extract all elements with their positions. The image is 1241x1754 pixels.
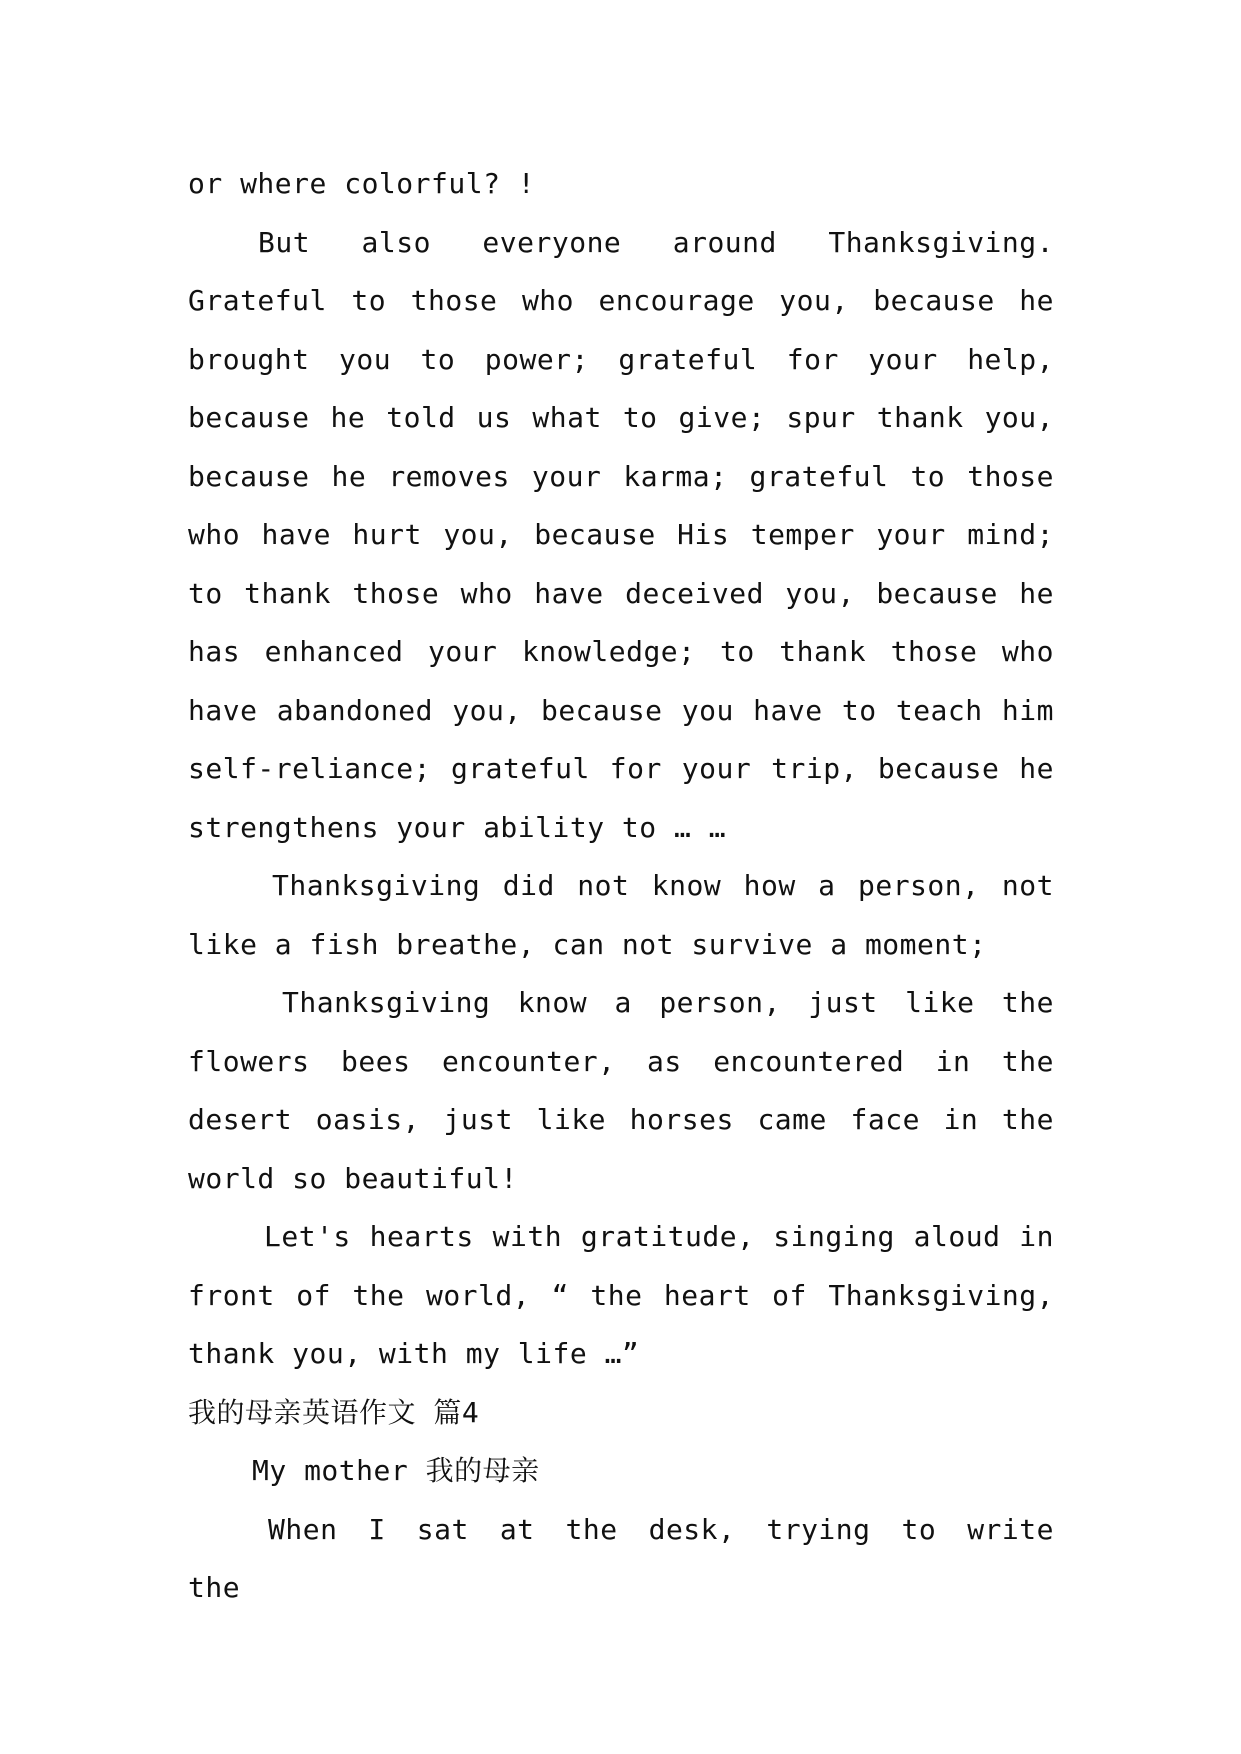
section-heading: 我的母亲英语作文 篇4 xyxy=(188,1395,480,1429)
essay-subtitle: My mother 我的母亲 xyxy=(252,1454,540,1487)
paragraph-hearts-gratitude: Let's hearts with gratitude, singing aloud in front of the world, “ the heart of Thanksgiving, thank you, with my life …” xyxy=(188,1220,1054,1370)
paragraph-flowers-bees: Thanksgiving know a person, just like the flowers bees encounter, as encountered in the desert oasis, just like horses came face in the world so beautiful! xyxy=(188,986,1054,1195)
paragraph-gratitude-list: But also everyone around Thanksgiving. Grateful to those who encourage you, because he brought you to power; grateful for your help, because he told us what to give; spur thank you, because he removes your karma; grateful to those who have hurt you, because His temper your mind; to thank those who have deceived you, because he has enhanced your knowledge; to thank those who have abandoned you, because you have to teach him self-reliance; grateful for your trip, because he strengthens your ability to … … xyxy=(188,225,1054,844)
paragraph-continuation: or where colorful? ! xyxy=(188,167,536,200)
document-page xyxy=(188,155,1054,1618)
paragraph-desk: When I sat at the desk, trying to write the xyxy=(188,1512,1054,1604)
paragraph-fish-breathe: Thanksgiving did not know how a person, not like a fish breathe, can not survive a moment; xyxy=(188,869,1054,961)
